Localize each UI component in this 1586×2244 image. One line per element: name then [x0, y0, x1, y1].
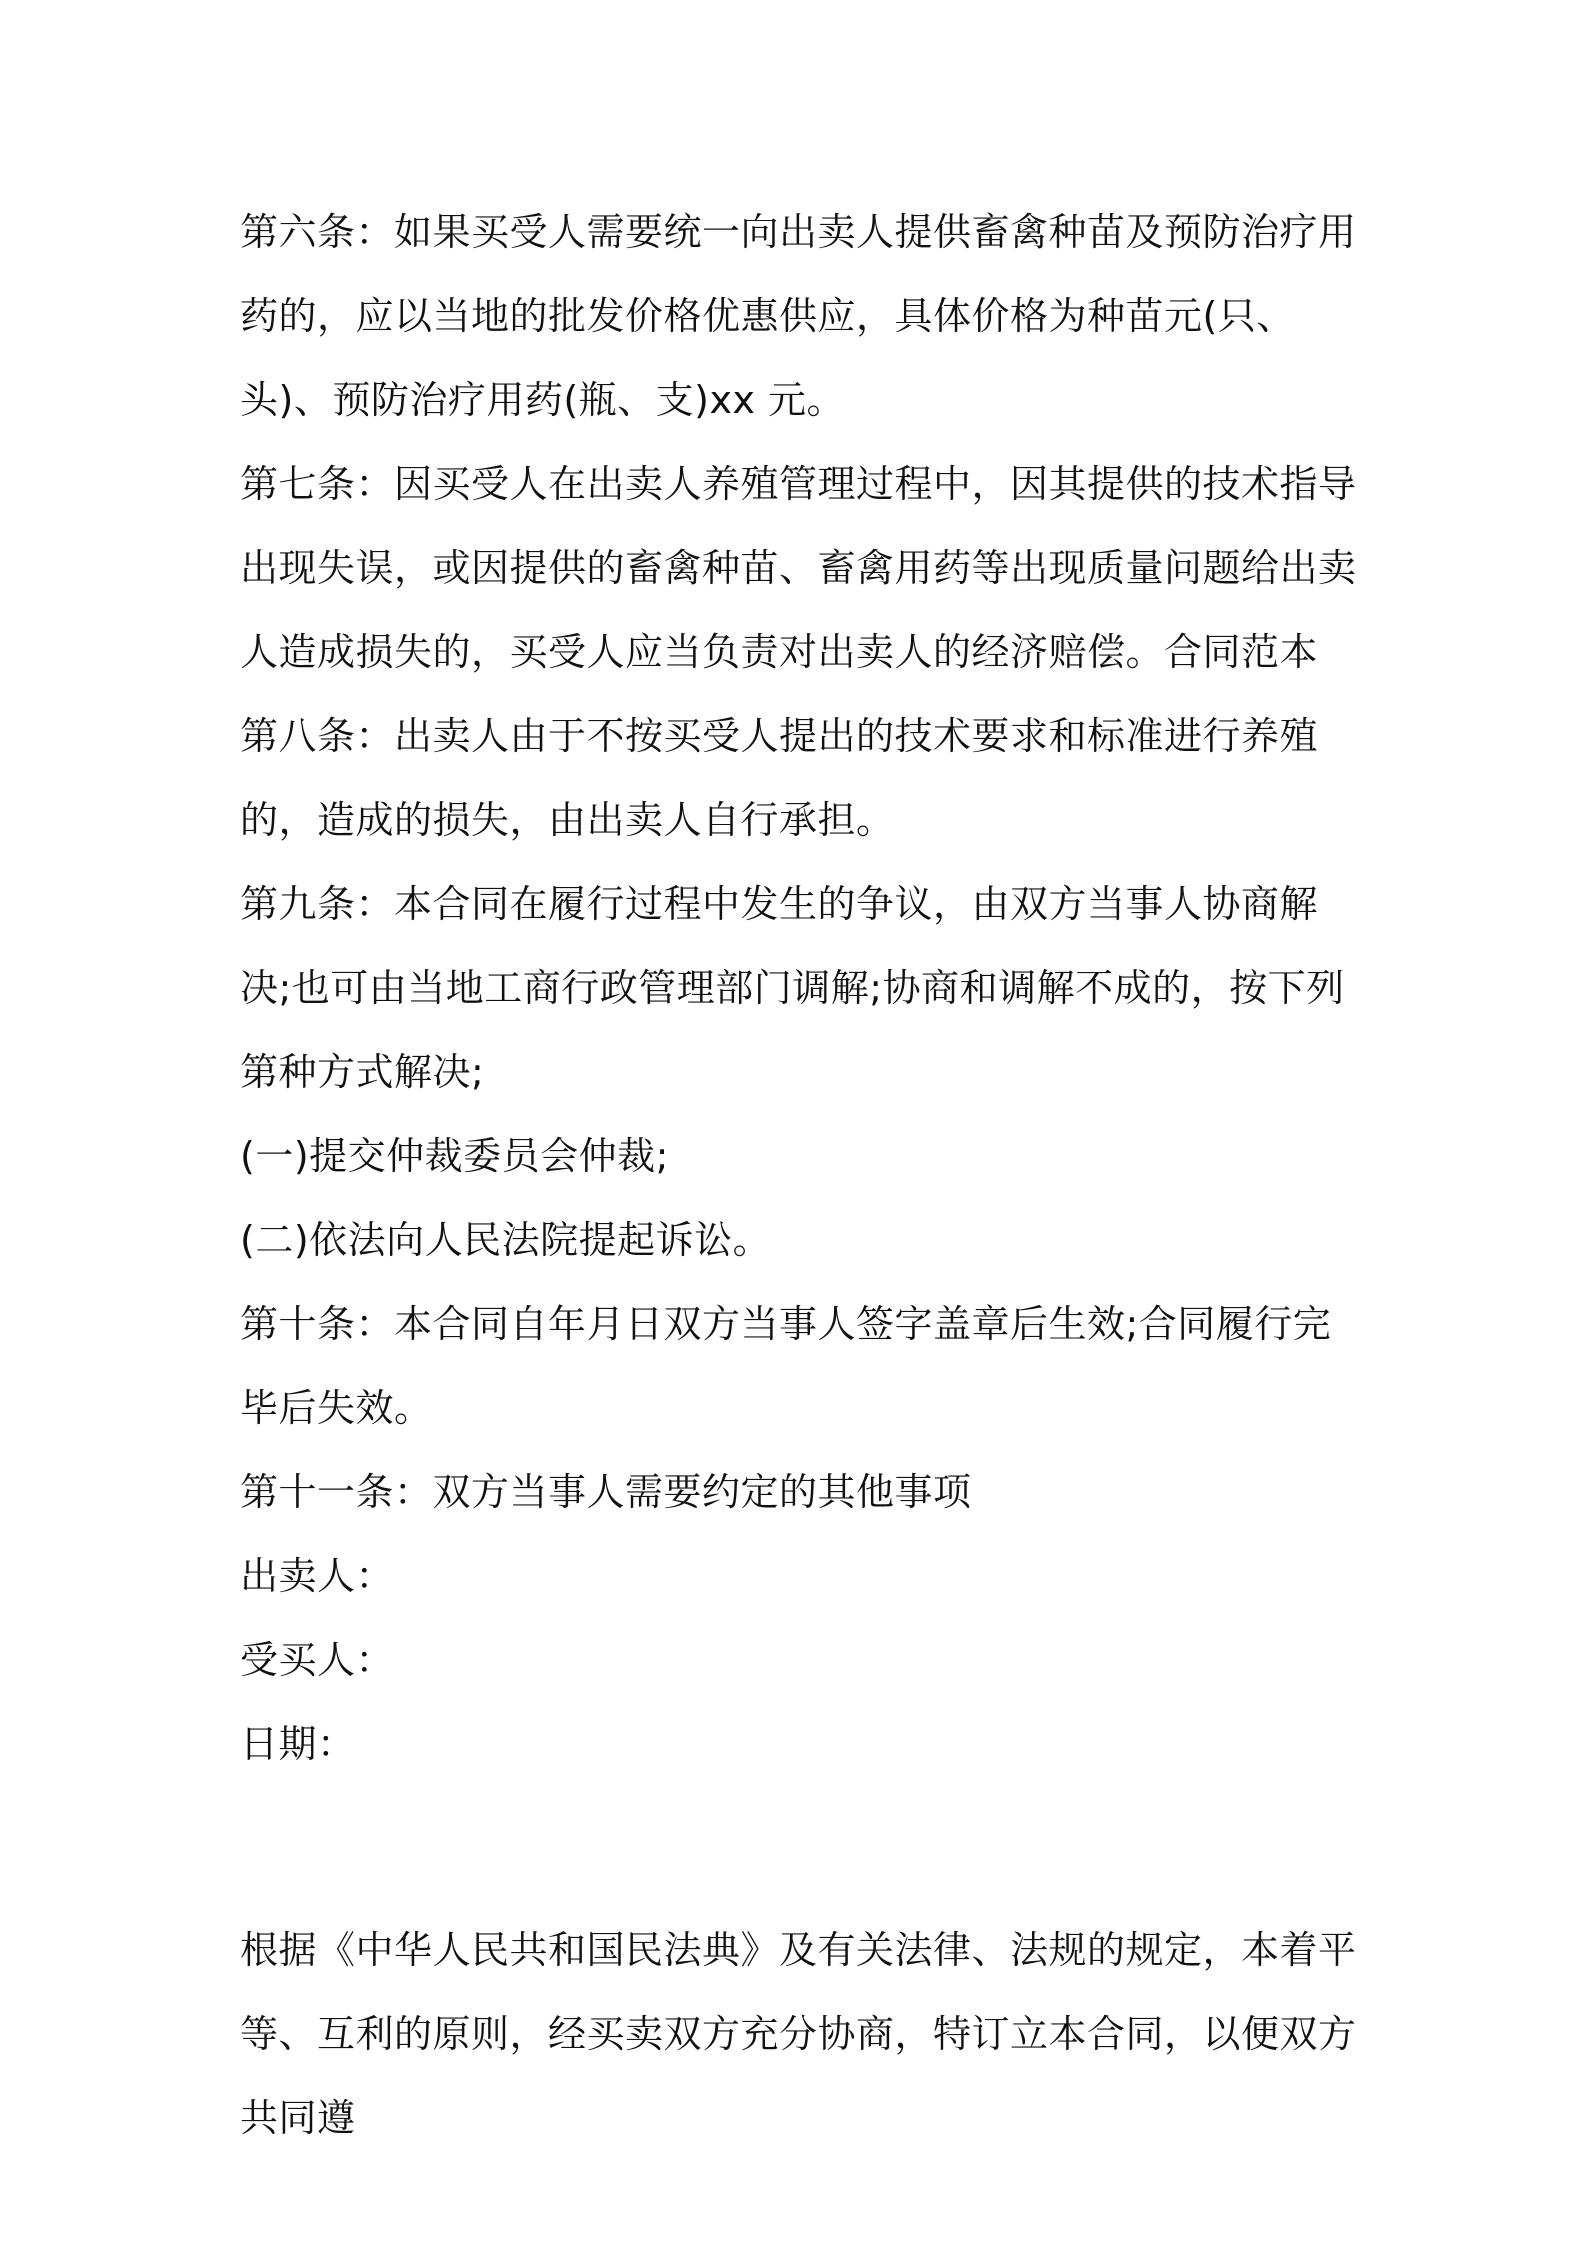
article-7-paragraph: 第七条：因买受人在出卖人养殖管理过程中，因其提供的技术指导出现失误，或因提供的畜禽种苗、畜禽用药等出现质量问题给出卖人造成损失的，买受人应当负责对出卖人的经济赔偿。合同范本 — [240, 462, 1357, 674]
article-8-paragraph: 第八条：出卖人由于不按买受人提出的技术要求和标准进行养殖的，造成的损失，由出卖人自行承担。 — [240, 714, 1319, 842]
dispute-option-1: (一)提交仲裁委员会仲裁; — [240, 1134, 669, 1178]
buyer-signature-line: 受买人： — [240, 1638, 395, 1682]
dispute-option-2: (二)依法向人民法院提起诉讼。 — [240, 1218, 772, 1262]
section-spacer — [240, 1786, 1360, 1908]
article-11-paragraph: 第十一条：双方当事人需要约定的其他事项 — [240, 1470, 972, 1514]
document-body — [240, 190, 1360, 2160]
article-10-paragraph: 第十条：本合同自年月日双方当事人签字盖章后生效;合同履行完毕后失效。 — [240, 1302, 1332, 1430]
seller-signature-line: 出卖人： — [240, 1554, 395, 1598]
article-6-paragraph: 第六条：如果买受人需要统一向出卖人提供畜禽种苗及预防治疗用药的，应以当地的批发价格优惠供应，具体价格为种苗元(只、头)、预防治疗用药(瓶、支)xx 元。 — [240, 210, 1357, 422]
contract-preamble-paragraph: 根据《中华人民共和国民法典》及有关法律、法规的规定，本着平等、互利的原则，经买卖双方充分协商，特订立本合同，以便双方共同遵 — [240, 1928, 1357, 2140]
date-line: 日期： — [240, 1722, 356, 1766]
article-9-paragraph: 第九条：本合同在履行过程中发生的争议，由双方当事人协商解决;也可由当地工商行政管理部门调解;协商和调解不成的，按下列第种方式解决; — [240, 882, 1345, 1094]
